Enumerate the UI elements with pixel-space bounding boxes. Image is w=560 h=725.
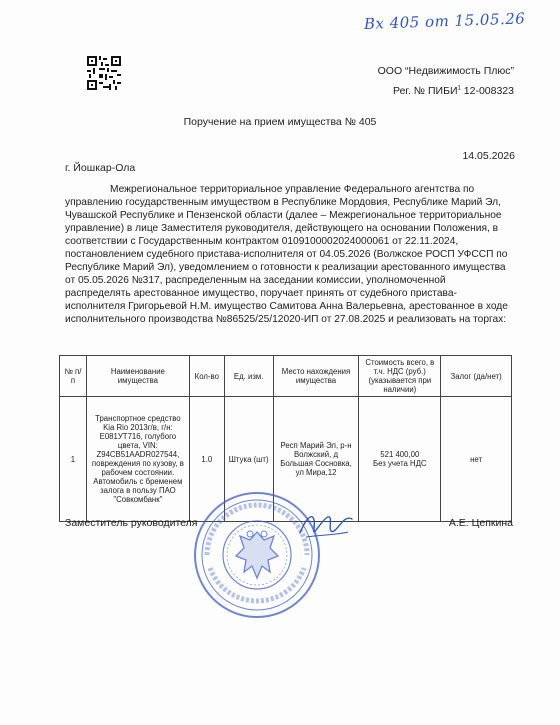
col-header-name: Наименование имущества [86, 356, 189, 397]
reg-superscript: 1 [457, 85, 461, 92]
cell-quantity: 1.0 [189, 397, 224, 522]
cell-location: Респ Марий Эл, р-н Волжский, д Большая Сосновка, ул Мира,12 [273, 397, 359, 522]
col-header-unit: Ед. изм. [224, 356, 273, 397]
qr-code-icon [87, 56, 121, 90]
registration-number [393, 85, 514, 97]
cell-price [359, 397, 441, 522]
handwritten-signature-icon [296, 505, 356, 545]
col-header-quantity: Кол-во [189, 356, 224, 397]
cell-unit: Штука (шт) [224, 397, 273, 522]
cell-name: Транспортное средство Kia Rio 2013г/в, г/н: Е081УТ716, голубого цвета, VIN: Z94CB51AADR027544, повреждения по кузову, в рабочем состоянии. Автомобиль с бременем залога в пользу ПАО "Совкомбанк" [86, 397, 189, 522]
document-date: 14.05.2026 [462, 150, 515, 162]
document-city: г. Йошкар-Ола [65, 162, 136, 174]
price-value: 521 400,00 [380, 450, 420, 459]
col-header-price: Стоимость всего, в т.ч. НДС (руб.) (указывается при наличии) [359, 356, 441, 397]
col-header-location: Место нахождения имущества [273, 356, 359, 397]
col-header-number: № п/п [60, 356, 87, 397]
organization-name: ООО “Недвижимость Плюс” [377, 65, 514, 77]
body-paragraph: Межрегиональное территориальное управление Федерального агентства по управлению государственным имуществом в Республике Мордовия, Республике Марий Эл, Чувашской Республике и Пензенской области (далее – Межрегиональное территориальное управление) в лице Заместителя руководителя, действующего на основании Положения, в соответствии с Государственным контрактом 0109100002024000061 от 22.11.2024, постановлением судебного пристава-исполнителя от 04.05.2026 (Волжское РОСП УФССП по Республике Марий Эл), уведомлением о готовности к реализации арестованного имущества от 05.05.2026 №317, распределенным на заседании комиссии, уполномоченной распределять арестованное имущество, поручает принять от судебного пристава-исполнителя Григорьевой Н.М. имущество Самитова Анна Валерьевна, арестованное в ходе исполнительного производства №86525/25/12020-ИП от 27.08.2025 и реализовать на торгах: [65, 184, 508, 325]
reg-prefix: Рег. № ПИБИ [393, 85, 458, 97]
cell-pledge: нет [441, 397, 512, 522]
document-title: Поручение на прием имущества № 405 [183, 116, 377, 128]
cell-number: 1 [60, 397, 87, 522]
reg-number: 12-008323 [460, 85, 514, 97]
signatory-position: Заместитель руководителя [65, 517, 198, 529]
price-note: Без учета НДС [373, 459, 427, 468]
table-header-row [60, 356, 512, 397]
handwritten-incoming-note: Вх 405 от 15.05.26 [363, 9, 526, 33]
col-header-pledge: Залог (да/нет) [441, 356, 512, 397]
signatory-name: А.Е. Цепкина [448, 517, 513, 529]
